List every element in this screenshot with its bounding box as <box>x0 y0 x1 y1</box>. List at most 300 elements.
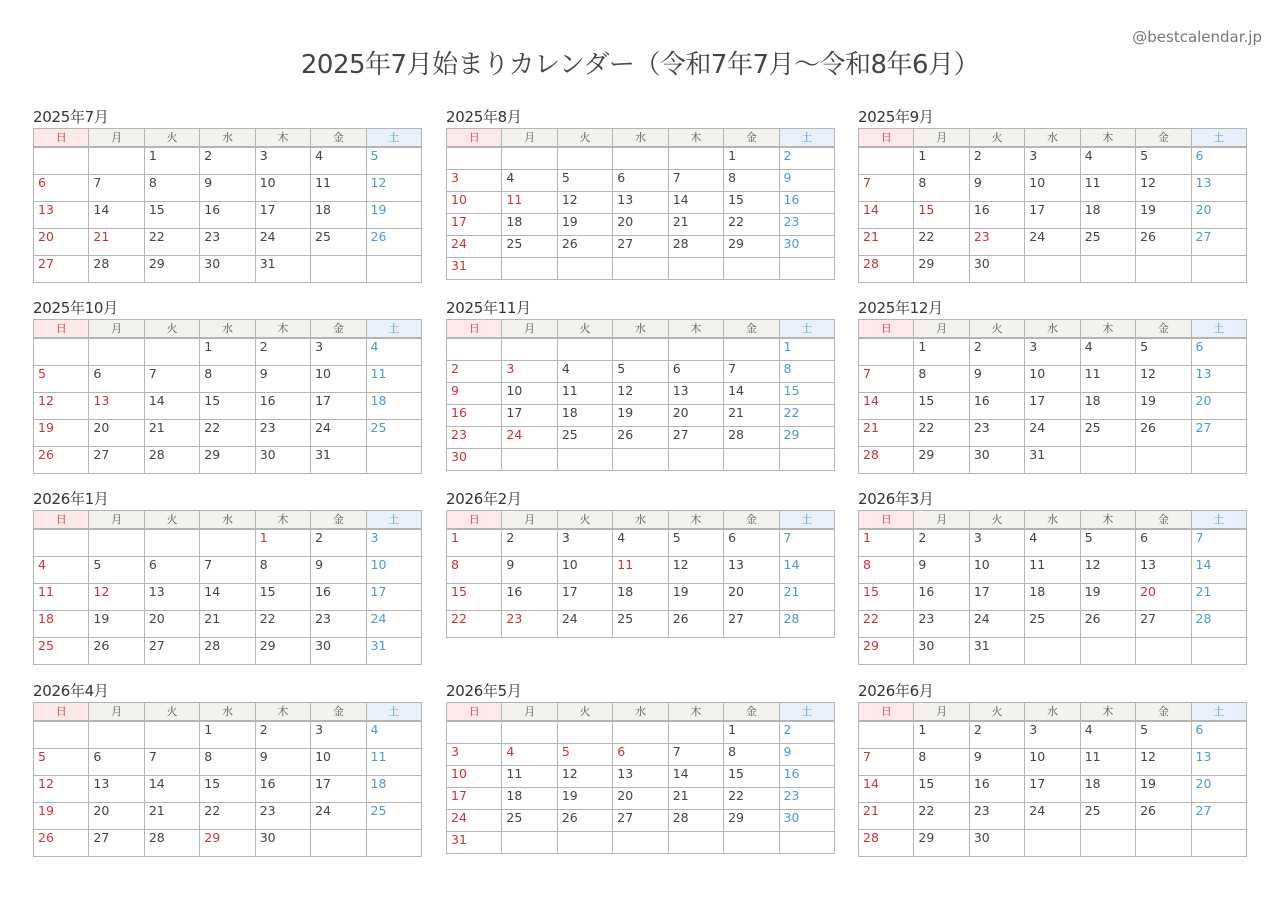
weekday-header: 日 <box>447 320 502 339</box>
empty-cell <box>859 147 914 175</box>
weekday-header: 水 <box>1025 511 1080 530</box>
day-cell: 16 <box>914 584 969 611</box>
day-cell: 7 <box>859 749 914 776</box>
empty-cell <box>1025 256 1080 283</box>
week-row <box>447 170 835 192</box>
day-cell: 24 <box>255 229 310 256</box>
day-cell: 7 <box>859 175 914 202</box>
day-cell: 8 <box>724 744 779 766</box>
week-row <box>34 749 422 776</box>
day-cell: 4 <box>502 744 557 766</box>
day-cell: 29 <box>779 427 834 449</box>
day-cell: 25 <box>613 611 668 638</box>
empty-cell <box>89 147 144 175</box>
day-cell: 13 <box>1191 366 1246 393</box>
month-title: 2026年5月 <box>446 682 522 700</box>
week-row <box>447 611 835 638</box>
day-cell: 5 <box>557 744 612 766</box>
day-cell: 28 <box>1191 611 1246 638</box>
day-cell: 18 <box>502 788 557 810</box>
weekday-header: 火 <box>557 320 612 339</box>
day-cell: 22 <box>914 420 969 447</box>
weekday-header: 木 <box>668 703 723 722</box>
empty-cell <box>366 447 421 474</box>
day-cell: 1 <box>914 338 969 366</box>
weekday-header: 金 <box>724 703 779 722</box>
day-cell: 27 <box>34 256 89 283</box>
day-cell: 22 <box>447 611 502 638</box>
day-cell: 21 <box>144 420 199 447</box>
month-title: 2026年1月 <box>33 490 109 508</box>
day-cell: 10 <box>557 557 612 584</box>
day-cell: 9 <box>502 557 557 584</box>
weekday-header: 月 <box>914 320 969 339</box>
empty-cell <box>366 256 421 283</box>
day-cell: 21 <box>144 803 199 830</box>
day-cell: 29 <box>724 236 779 258</box>
weekday-header: 月 <box>89 129 144 148</box>
day-cell: 10 <box>502 383 557 405</box>
day-cell: 11 <box>557 383 612 405</box>
week-row <box>859 147 1247 175</box>
day-cell: 10 <box>1025 175 1080 202</box>
day-cell: 23 <box>779 788 834 810</box>
week-row <box>859 529 1247 557</box>
day-cell: 31 <box>255 256 310 283</box>
day-cell: 27 <box>1191 229 1246 256</box>
day-cell: 3 <box>447 170 502 192</box>
day-cell: 10 <box>447 766 502 788</box>
day-cell: 5 <box>613 361 668 383</box>
week-row <box>34 229 422 256</box>
day-cell: 20 <box>1191 202 1246 229</box>
weekday-header: 日 <box>859 511 914 530</box>
day-cell: 5 <box>557 170 612 192</box>
weekday-header: 金 <box>724 129 779 148</box>
weekday-header: 月 <box>914 511 969 530</box>
weekday-header: 木 <box>255 320 310 339</box>
day-cell: 12 <box>89 584 144 611</box>
day-cell: 16 <box>255 776 310 803</box>
week-row <box>859 447 1247 474</box>
day-cell: 18 <box>34 611 89 638</box>
day-cell: 26 <box>366 229 421 256</box>
empty-cell <box>779 832 834 854</box>
month-calendar <box>446 680 835 854</box>
day-cell: 5 <box>34 749 89 776</box>
day-cell: 26 <box>34 830 89 857</box>
weekday-header: 木 <box>1080 129 1135 148</box>
empty-cell <box>557 832 612 854</box>
day-cell: 15 <box>255 584 310 611</box>
empty-cell <box>724 832 779 854</box>
day-cell: 20 <box>613 214 668 236</box>
empty-cell <box>447 338 502 361</box>
week-row <box>859 721 1247 749</box>
day-cell: 3 <box>447 744 502 766</box>
day-cell: 19 <box>34 420 89 447</box>
empty-cell <box>779 258 834 280</box>
weekday-header: 木 <box>255 129 310 148</box>
weekday-header: 月 <box>502 703 557 722</box>
weekday-header: 土 <box>779 129 834 148</box>
empty-cell <box>311 256 366 283</box>
day-cell: 17 <box>255 202 310 229</box>
day-cell: 3 <box>311 721 366 749</box>
day-cell: 3 <box>255 147 310 175</box>
day-cell: 12 <box>557 192 612 214</box>
day-cell: 27 <box>613 810 668 832</box>
empty-cell <box>668 258 723 280</box>
day-cell: 18 <box>613 584 668 611</box>
empty-cell <box>502 449 557 471</box>
day-cell: 11 <box>502 766 557 788</box>
month-table <box>33 128 422 283</box>
week-row <box>34 202 422 229</box>
empty-cell <box>502 338 557 361</box>
day-cell: 25 <box>1080 803 1135 830</box>
day-cell: 8 <box>200 366 255 393</box>
day-cell: 16 <box>969 393 1024 420</box>
day-cell: 22 <box>200 420 255 447</box>
day-cell: 21 <box>859 803 914 830</box>
day-cell: 25 <box>557 427 612 449</box>
day-cell: 3 <box>1025 338 1080 366</box>
month-title: 2026年2月 <box>446 490 522 508</box>
week-row <box>34 584 422 611</box>
week-row <box>447 236 835 258</box>
day-cell: 9 <box>914 557 969 584</box>
day-cell: 4 <box>1080 147 1135 175</box>
day-cell: 7 <box>668 170 723 192</box>
weekday-header: 金 <box>1136 129 1191 148</box>
week-row <box>447 449 835 471</box>
day-cell: 10 <box>969 557 1024 584</box>
day-cell: 12 <box>1136 749 1191 776</box>
day-cell: 11 <box>1025 557 1080 584</box>
week-row <box>859 229 1247 256</box>
week-row <box>859 256 1247 283</box>
day-cell: 12 <box>1136 366 1191 393</box>
month-calendar <box>858 297 1247 474</box>
day-cell: 20 <box>144 611 199 638</box>
week-row <box>447 214 835 236</box>
day-cell: 12 <box>668 557 723 584</box>
week-row <box>447 147 835 170</box>
month-table <box>858 702 1247 857</box>
weekday-header: 火 <box>969 511 1024 530</box>
weekday-header: 金 <box>724 320 779 339</box>
day-cell: 11 <box>1080 749 1135 776</box>
month-calendar <box>858 680 1247 857</box>
day-cell: 28 <box>859 447 914 474</box>
day-cell: 10 <box>1025 749 1080 776</box>
week-row <box>859 557 1247 584</box>
day-cell: 15 <box>914 393 969 420</box>
day-cell: 31 <box>447 832 502 854</box>
day-cell: 22 <box>200 803 255 830</box>
day-cell: 6 <box>1191 147 1246 175</box>
weekday-header: 日 <box>34 129 89 148</box>
day-cell: 11 <box>502 192 557 214</box>
day-cell: 18 <box>502 214 557 236</box>
month-table <box>446 510 835 638</box>
day-cell: 1 <box>200 721 255 749</box>
day-cell: 22 <box>914 229 969 256</box>
day-cell: 1 <box>255 529 310 557</box>
day-cell: 18 <box>366 393 421 420</box>
empty-cell <box>1191 638 1246 665</box>
day-cell: 9 <box>255 366 310 393</box>
day-cell: 23 <box>969 803 1024 830</box>
weekday-header: 水 <box>200 320 255 339</box>
empty-cell <box>668 721 723 744</box>
day-cell: 11 <box>366 749 421 776</box>
week-row <box>34 366 422 393</box>
day-cell: 15 <box>724 766 779 788</box>
day-cell: 19 <box>1136 776 1191 803</box>
week-row <box>447 192 835 214</box>
day-cell: 25 <box>502 236 557 258</box>
day-cell: 1 <box>914 147 969 175</box>
day-cell: 19 <box>1080 584 1135 611</box>
week-row <box>447 258 835 280</box>
day-cell: 12 <box>557 766 612 788</box>
empty-cell <box>668 832 723 854</box>
day-cell: 18 <box>1080 776 1135 803</box>
day-cell: 16 <box>255 393 310 420</box>
day-cell: 6 <box>1191 338 1246 366</box>
week-row <box>859 366 1247 393</box>
empty-cell <box>89 529 144 557</box>
day-cell: 13 <box>89 393 144 420</box>
day-cell: 30 <box>969 447 1024 474</box>
day-cell: 29 <box>200 447 255 474</box>
day-cell: 30 <box>914 638 969 665</box>
day-cell: 19 <box>668 584 723 611</box>
week-row <box>34 638 422 665</box>
weekday-header: 土 <box>366 320 421 339</box>
empty-cell <box>557 338 612 361</box>
weekday-header: 金 <box>1136 320 1191 339</box>
week-row <box>859 420 1247 447</box>
day-cell: 9 <box>779 744 834 766</box>
day-cell: 30 <box>255 830 310 857</box>
weekday-header: 金 <box>311 703 366 722</box>
day-cell: 6 <box>668 361 723 383</box>
month-title: 2026年4月 <box>33 682 109 700</box>
day-cell: 31 <box>1025 447 1080 474</box>
month-title: 2026年3月 <box>858 490 934 508</box>
weekday-header: 土 <box>779 511 834 530</box>
day-cell: 8 <box>914 175 969 202</box>
day-cell: 2 <box>969 147 1024 175</box>
day-cell: 7 <box>668 744 723 766</box>
day-cell: 21 <box>1191 584 1246 611</box>
empty-cell <box>613 449 668 471</box>
day-cell: 29 <box>144 256 199 283</box>
empty-cell <box>779 449 834 471</box>
day-cell: 8 <box>914 366 969 393</box>
day-cell: 1 <box>914 721 969 749</box>
month-calendar <box>858 488 1247 665</box>
day-cell: 15 <box>724 192 779 214</box>
day-cell: 26 <box>89 638 144 665</box>
day-cell: 14 <box>200 584 255 611</box>
day-cell: 27 <box>1191 420 1246 447</box>
day-cell: 4 <box>366 721 421 749</box>
weekday-header: 金 <box>1136 703 1191 722</box>
day-cell: 3 <box>1025 147 1080 175</box>
weekday-header: 金 <box>724 511 779 530</box>
empty-cell <box>1080 256 1135 283</box>
day-cell: 11 <box>1080 366 1135 393</box>
empty-cell <box>311 830 366 857</box>
day-cell: 13 <box>144 584 199 611</box>
day-cell: 17 <box>557 584 612 611</box>
day-cell: 12 <box>1136 175 1191 202</box>
empty-cell <box>502 258 557 280</box>
day-cell: 2 <box>447 361 502 383</box>
month-calendar <box>446 488 835 638</box>
day-cell: 7 <box>724 361 779 383</box>
weekday-header: 水 <box>200 703 255 722</box>
day-cell: 24 <box>1025 229 1080 256</box>
empty-cell <box>1136 447 1191 474</box>
empty-cell <box>557 147 612 170</box>
weekday-header: 木 <box>255 511 310 530</box>
day-cell: 25 <box>502 810 557 832</box>
month-table <box>446 319 835 471</box>
day-cell: 14 <box>724 383 779 405</box>
day-cell: 28 <box>200 638 255 665</box>
weekday-header: 水 <box>200 511 255 530</box>
day-cell: 13 <box>34 202 89 229</box>
day-cell: 23 <box>779 214 834 236</box>
week-row <box>859 202 1247 229</box>
week-row <box>34 420 422 447</box>
day-cell: 13 <box>1191 175 1246 202</box>
day-cell: 4 <box>366 338 421 366</box>
weekday-header: 日 <box>859 129 914 148</box>
weekday-header: 火 <box>557 703 612 722</box>
day-cell: 21 <box>724 405 779 427</box>
day-cell: 16 <box>779 192 834 214</box>
day-cell: 27 <box>89 830 144 857</box>
empty-cell <box>724 258 779 280</box>
month-table <box>858 319 1247 474</box>
week-row <box>447 361 835 383</box>
week-row <box>34 721 422 749</box>
day-cell: 13 <box>1191 749 1246 776</box>
week-row <box>34 803 422 830</box>
day-cell: 19 <box>1136 393 1191 420</box>
month-title: 2026年6月 <box>858 682 934 700</box>
day-cell: 24 <box>1025 420 1080 447</box>
day-cell: 3 <box>502 361 557 383</box>
empty-cell <box>724 338 779 361</box>
empty-cell <box>144 529 199 557</box>
day-cell: 11 <box>1080 175 1135 202</box>
weekday-header: 火 <box>144 703 199 722</box>
day-cell: 20 <box>1191 776 1246 803</box>
weekday-header: 木 <box>1080 703 1135 722</box>
weekday-header: 月 <box>502 129 557 148</box>
day-cell: 23 <box>969 420 1024 447</box>
day-cell: 5 <box>1080 529 1135 557</box>
empty-cell <box>613 258 668 280</box>
day-cell: 10 <box>366 557 421 584</box>
week-row <box>447 584 835 611</box>
day-cell: 6 <box>1136 529 1191 557</box>
day-cell: 27 <box>724 611 779 638</box>
day-cell: 6 <box>34 175 89 202</box>
weekday-header: 火 <box>969 129 1024 148</box>
day-cell: 27 <box>144 638 199 665</box>
day-cell: 13 <box>1136 557 1191 584</box>
day-cell: 11 <box>311 175 366 202</box>
day-cell: 8 <box>914 749 969 776</box>
day-cell: 17 <box>1025 776 1080 803</box>
day-cell: 5 <box>89 557 144 584</box>
weekday-header: 火 <box>969 320 1024 339</box>
day-cell: 2 <box>779 721 834 744</box>
day-cell: 24 <box>366 611 421 638</box>
day-cell: 8 <box>724 170 779 192</box>
day-cell: 28 <box>668 810 723 832</box>
day-cell: 13 <box>724 557 779 584</box>
day-cell: 15 <box>144 202 199 229</box>
weekday-header: 木 <box>1080 320 1135 339</box>
month-title: 2025年12月 <box>858 299 943 317</box>
week-row <box>34 338 422 366</box>
day-cell: 16 <box>969 202 1024 229</box>
month-calendar <box>33 106 422 283</box>
day-cell: 24 <box>969 611 1024 638</box>
day-cell: 30 <box>311 638 366 665</box>
week-row <box>859 803 1247 830</box>
day-cell: 9 <box>447 383 502 405</box>
month-table <box>33 510 422 665</box>
day-cell: 31 <box>311 447 366 474</box>
weekday-header: 月 <box>89 511 144 530</box>
weekday-header: 水 <box>613 511 668 530</box>
day-cell: 29 <box>914 256 969 283</box>
empty-cell <box>1136 830 1191 857</box>
day-cell: 14 <box>668 192 723 214</box>
week-row <box>859 175 1247 202</box>
day-cell: 17 <box>366 584 421 611</box>
month-table <box>33 702 422 857</box>
day-cell: 18 <box>1025 584 1080 611</box>
day-cell: 3 <box>366 529 421 557</box>
week-row <box>859 611 1247 638</box>
day-cell: 1 <box>447 529 502 557</box>
empty-cell <box>366 830 421 857</box>
empty-cell <box>1136 638 1191 665</box>
month-title: 2025年7月 <box>33 108 109 126</box>
weekday-header: 土 <box>1191 511 1246 530</box>
day-cell: 14 <box>1191 557 1246 584</box>
empty-cell <box>447 721 502 744</box>
day-cell: 28 <box>724 427 779 449</box>
day-cell: 15 <box>200 393 255 420</box>
day-cell: 3 <box>557 529 612 557</box>
day-cell: 20 <box>34 229 89 256</box>
weekday-header: 日 <box>447 511 502 530</box>
day-cell: 15 <box>914 776 969 803</box>
day-cell: 13 <box>613 766 668 788</box>
